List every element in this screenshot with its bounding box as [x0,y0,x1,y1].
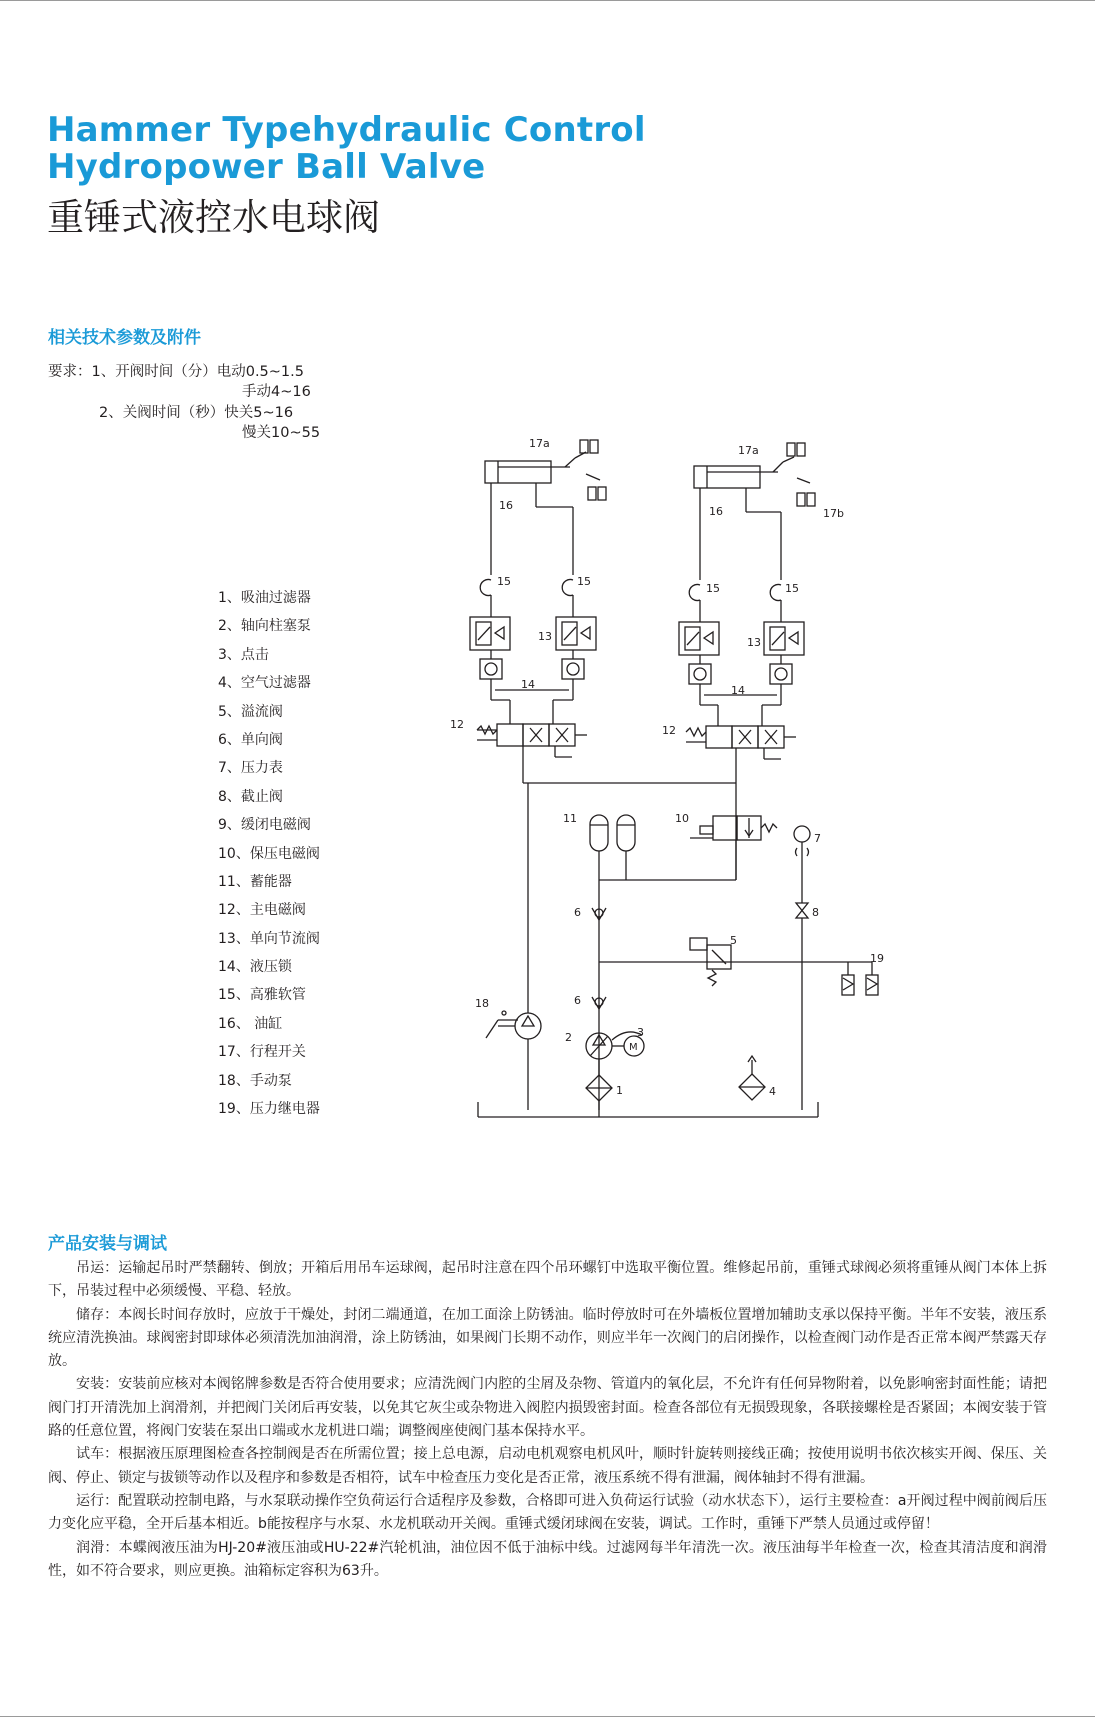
limit-switch-right [773,443,815,506]
paragraph-installation: 安装：安装前应核对本阀铭牌参数是否符合使用要求；应清洗阀门内腔的尘屑及杂物、管道内的氧化层，不允许有任何异物附着，以免影响密封面性能；请把阀门打开清洗加上润滑剂，并把阀门关闭后再安装，以免其它灰尘或杂物进入阀腔内损毁密封面。检查各部位有无损毁现象，各联接螺栓是否紧固；本阀安装于管路的任意位置，将阀门安装在泵出口端或水龙机进口端；调整阀座使阀门基本保持水平。 [48,1376,1047,1440]
legend-item: 16、 油缸 [218,1015,283,1032]
label-17b: 17b [823,507,844,520]
legend-item: 2、轴向柱塞泵 [218,618,311,635]
legend-item: 14、液压锁 [218,959,292,976]
throttle-valve-left-a [470,617,510,650]
label-12: 12 [450,718,464,731]
legend-item: 7、压力表 [218,760,283,777]
label-4: 4 [769,1085,776,1098]
label-15d: 15 [785,582,799,595]
requirement-open-time-manual: 手动4~16 [242,384,311,400]
label-11: 11 [563,812,577,825]
legend-item: 6、单向阀 [218,731,283,748]
label-13-right: 13 [747,636,761,649]
paragraph-storage: 储存：本阀长时间存放时，应放于干燥处，封闭二端通道，在加工面涂上防锈油。临时停放时可在外墙板位置增加辅助支承以保持平衡。半年不安装，液压系统应清洗换油。球阀密封即球体必须清洗加油润滑，涂上防锈油，如果阀门长期不动作，则应半年一次阀门的启闭操作，以检查阀门动作是否正常本阀严禁露天存放。 [48,1306,1047,1370]
air-filter [739,1056,765,1100]
legend-item: 5、溢流阀 [218,703,283,720]
throttle-valve-right-a [679,622,719,655]
label-7: 7 [814,832,821,845]
pressure-gauge [794,826,810,856]
title-english [47,112,646,186]
label-16-right: 16 [709,505,723,518]
throttle-valve-right-b [764,622,804,655]
label-3: 3 [637,1026,644,1039]
hose-right-b [770,585,781,601]
install-instructions [48,1257,1047,1583]
label-14: 14 [521,678,535,691]
stop-valve [796,903,808,918]
requirement-close-time: 2、关阀时间（秒）快关5~16 [99,405,294,421]
throttle-valve-left-b [556,617,596,650]
label-1: 1 [616,1084,623,1097]
paragraph-lubrication: 润滑：本蝶阀液压油为HJ-20#液压油或HU-22#汽轮机油，油位因不低于油标中线。过滤网每半年清洗一次。液压油每半年检查一次，检查其清洁度和润滑性，如不符合要求，则应更换。油箱标定容积为63升。 [48,1539,1047,1579]
legend-item: 10、保压电磁阀 [218,845,320,862]
paragraph-trial-run: 试车：根据液压原理图检查各控制阀是否在所需位置；接上总电源，启动电机观察电机风叶，顺时针旋转则接线正确；按使用说明书依次核实开阀、保压、关阀、停止、锁定与拔锁等动作以及程序和参数是否相符，试车中检查压力变化是否正常，液压系统不得有泄漏，阀体轴封不得有泄漏。 [48,1446,1047,1486]
title-english-line-1: Hammer Typehydraulic Control [47,110,646,150]
main-solenoid-valve-right [686,726,796,762]
paragraph-lifting: 吊运：运输起吊时严禁翻转、倒放；开箱后用吊车运球阀，起吊时注意在四个吊环螺钉中选取平衡位置。维修起吊前，重锤式球阀必须将重锤从阀门本体上拆下，吊装过程中必须缓慢、平稳、轻放。 [48,1260,1047,1300]
legend-item: 13、单向节流阀 [218,930,320,947]
hose-right-a [689,585,700,601]
paragraph-operation: 运行：配置联动控制电路，与水泵联动操作空负荷运行合适程序及参数，合格即可进入负荷运行试验（动水状态下），运行主要检查：a开阀过程中阀前阀后压力变化应平稳，全开后基本相近。b能按程序与水泵、水龙机联动开关阀。重锤式缓闭球阀在安装，调试。工作时，重锤下严禁人员通过或停留！ [48,1492,1047,1533]
top-border [0,0,1095,1]
label-14-right: 14 [731,684,745,697]
title-english-line-2: Hydropower Ball Valve [47,147,486,187]
label-15a: 15 [497,575,511,588]
legend-item: 17、行程开关 [218,1044,306,1061]
bottom-border [0,1716,1095,1717]
legend-item: 11、蓄能器 [218,873,292,890]
label-12-right: 12 [662,724,676,737]
legend-item: 8、截止阀 [218,788,283,805]
legend-item: 4、空气过滤器 [218,675,311,692]
main-solenoid-valve-left [477,724,587,760]
hydraulic-schematic [440,420,930,1120]
limit-switch-left [565,440,606,500]
legend-item: 3、点击 [218,646,269,663]
label-15b: 15 [577,575,591,588]
title-chinese: 重锤式液控水电球阀 [47,196,380,239]
cylinder-left [485,461,570,483]
requirement-open-time: 要求：1、开阀时间（分）电动0.5~1.5 [48,364,304,380]
label-19: 19 [870,952,884,965]
label-17a-right: 17a [738,444,759,457]
label-2: 2 [565,1031,572,1044]
legend-item: 19、压力继电器 [218,1101,320,1118]
label-13: 13 [538,630,552,643]
label-10: 10 [675,812,689,825]
legend-item: 12、主电磁阀 [218,902,306,919]
component-legend [218,584,320,1123]
legend-item: 1、吸油过滤器 [218,590,311,606]
requirement-close-time-slow: 慢关10~55 [242,425,321,441]
label-8: 8 [812,906,819,919]
legend-item: 18、手动泵 [218,1072,292,1089]
legend-item: 15、高雅软管 [218,987,306,1004]
hand-pump [486,1011,541,1039]
label-5: 5 [730,934,737,947]
install-heading: 产品安装与调试 [48,1234,167,1254]
label-6: 6 [574,906,581,919]
label-17a: 17a [529,437,550,450]
tech-params-heading: 相关技术参数及附件 [48,328,201,348]
label-6b: 6 [574,994,581,1007]
hose-left-b [562,579,573,595]
motor-symbol: M [629,1042,638,1053]
accumulators [590,815,635,880]
cylinder-right [694,466,778,488]
label-16: 16 [499,499,513,512]
hose-left-a [480,579,491,595]
holding-solenoid-valve [690,816,777,840]
pressure-relays [802,962,878,995]
label-15c: 15 [706,582,720,595]
label-18: 18 [475,997,489,1010]
oil-tank [478,1102,818,1117]
legend-item: 9、缓闭电磁阀 [218,817,311,834]
